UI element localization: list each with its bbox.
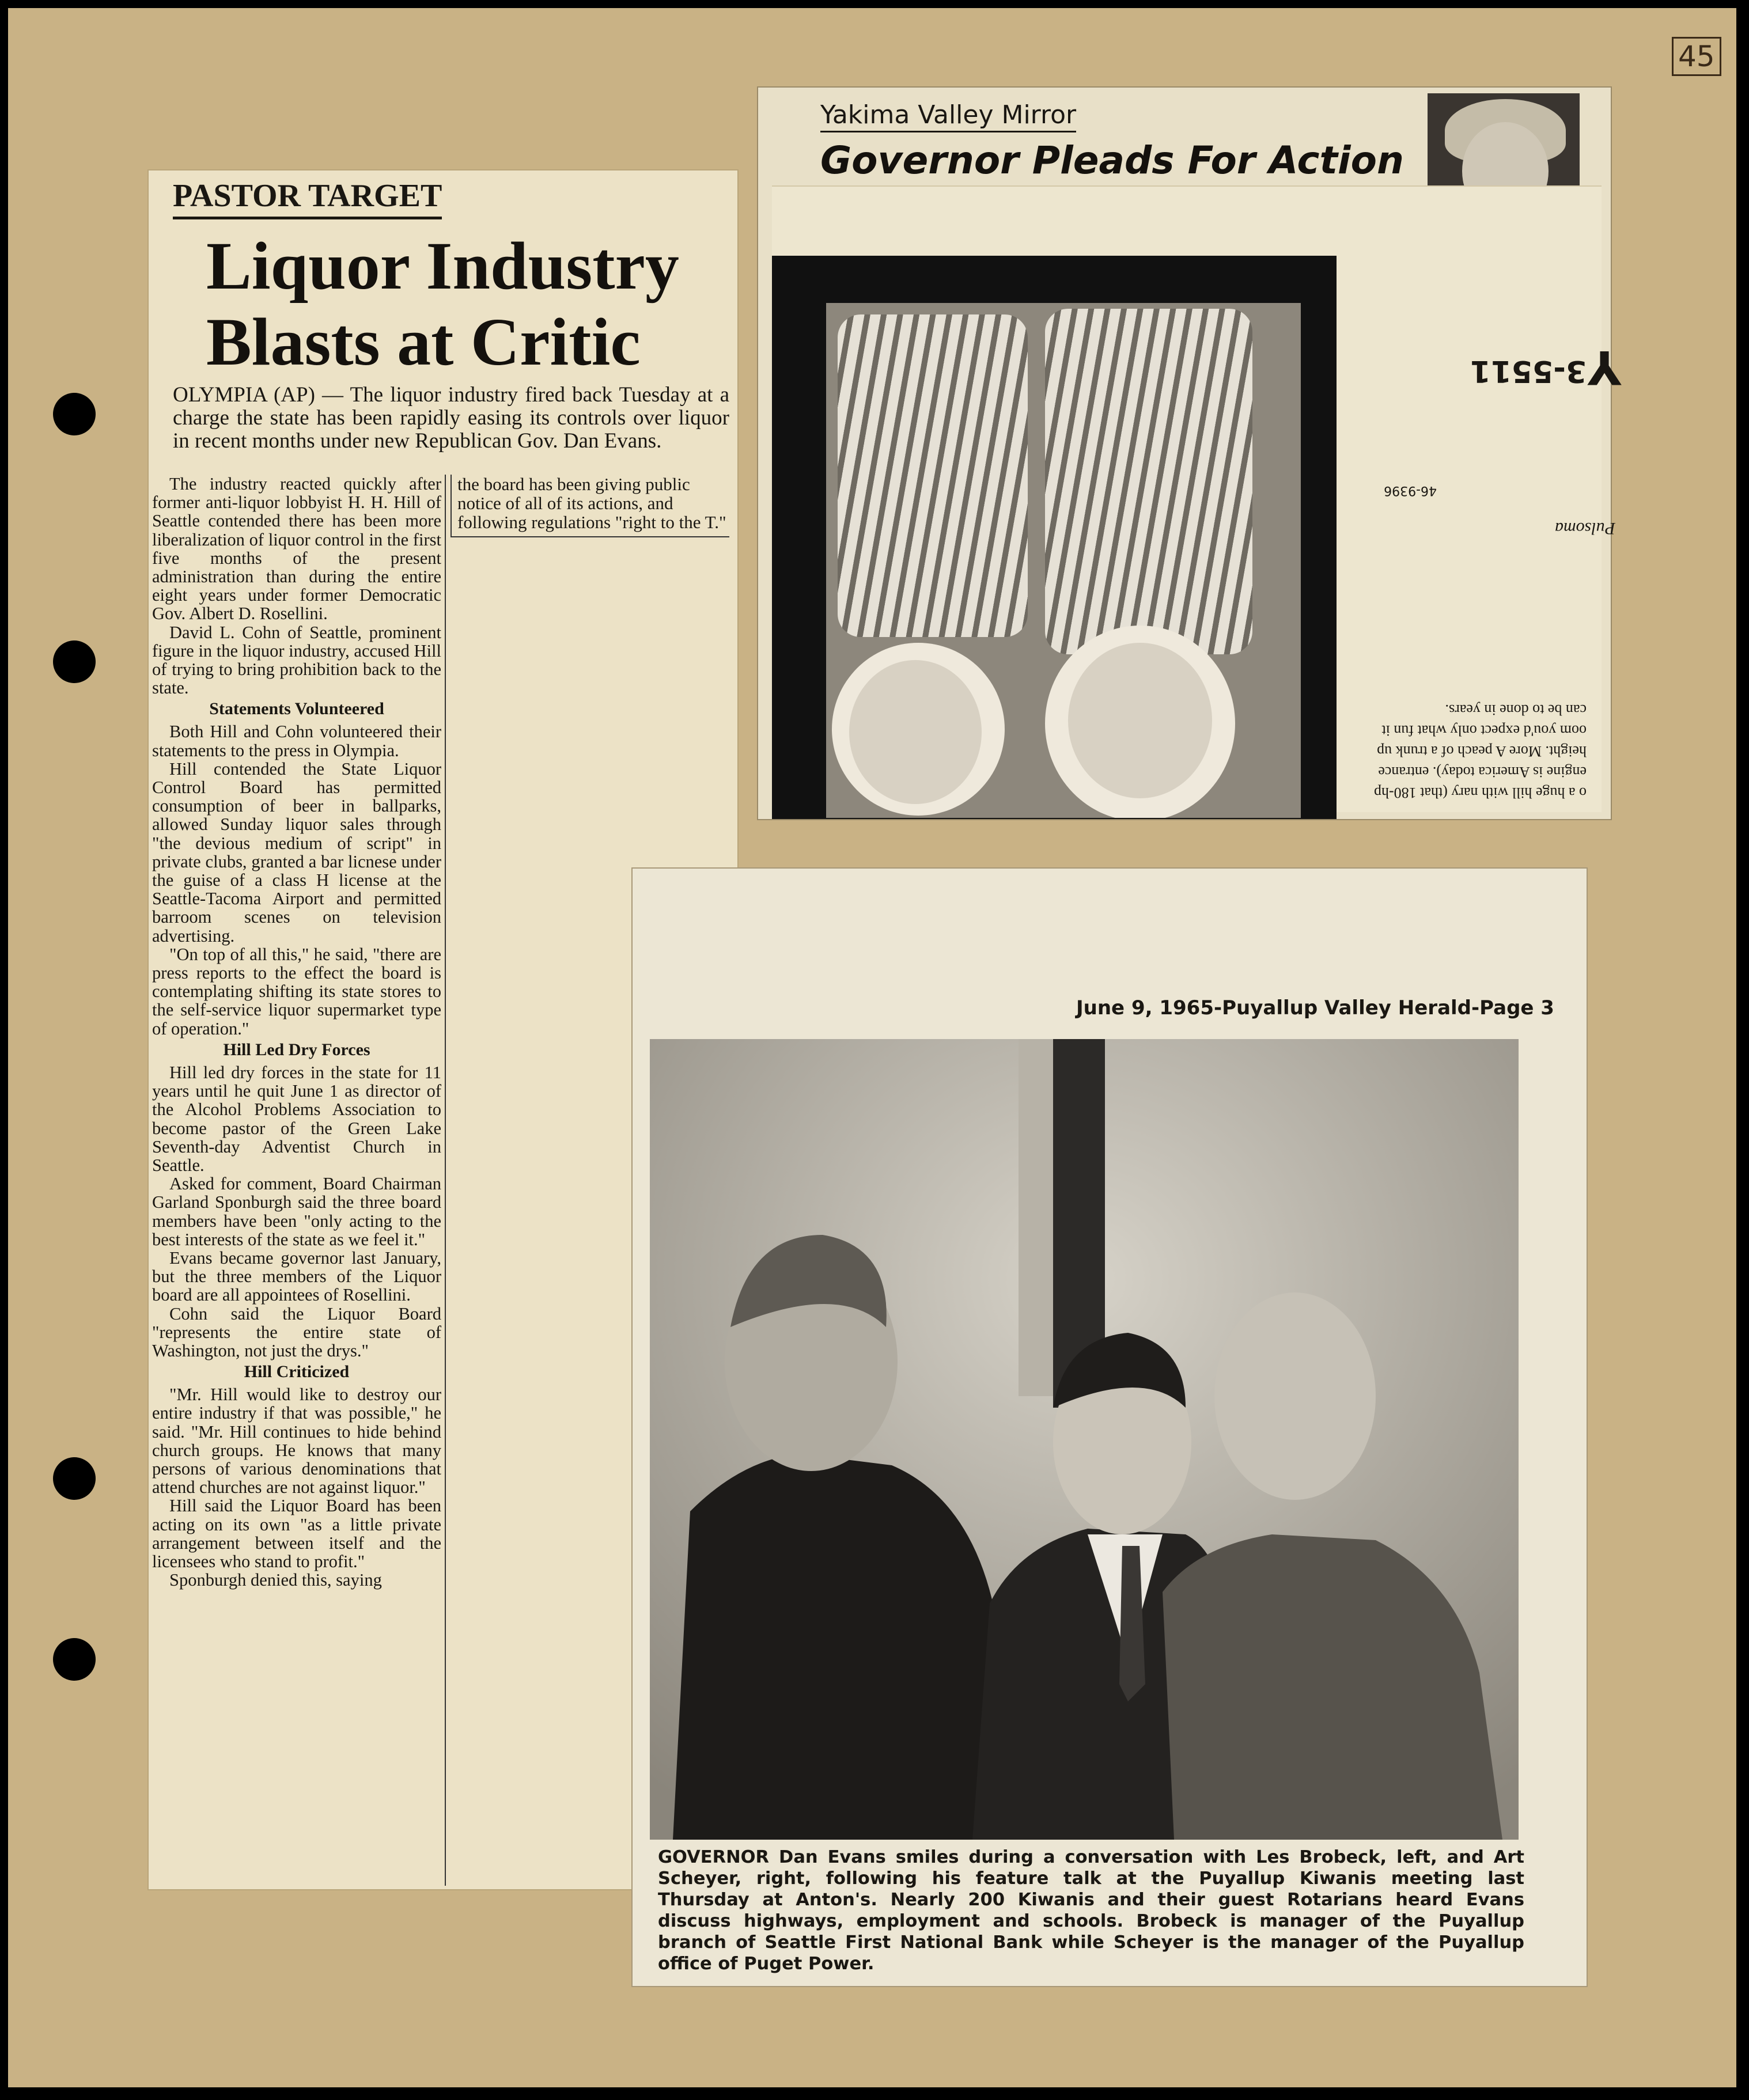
article-kicker: PASTOR TARGET bbox=[173, 177, 442, 219]
binder-hole bbox=[53, 393, 96, 435]
binder-hole bbox=[53, 640, 96, 683]
governor-photo bbox=[650, 1039, 1519, 1840]
upside-down-clipping bbox=[772, 185, 1621, 812]
portrait-photo bbox=[1428, 93, 1580, 197]
article-paragraph: Sponburgh denied this, saying bbox=[169, 1570, 382, 1590]
article-paragraph: Asked for comment, Board Chairman Garland Sponburgh said the three board members have been "only acting to the best interests of the state as we feel it." bbox=[152, 1174, 441, 1249]
article-lead: OLYMPIA (AP) — The liquor industry fired back Tuesday at a charge the state has been rapidly easing its controls over liquor in recent months under new Republican Gov. Dan Evans. bbox=[173, 383, 729, 453]
upside-down-ad bbox=[1353, 256, 1621, 809]
article-paragraph: Hill said the Liquor Board has been acting on its own "as a little private arrangement between itself and the licensees who stand to profit." bbox=[152, 1496, 441, 1571]
upside-small-phone: 46-9396 bbox=[1384, 483, 1437, 498]
article-paragraph: Evans became governor last January, but the three members of the Liquor board are all appointees of Rosellini. bbox=[152, 1248, 441, 1305]
article-subhead: Hill Led Dry Forces bbox=[223, 1040, 370, 1059]
page-number: 45 bbox=[1672, 37, 1721, 76]
binder-hole bbox=[53, 1638, 96, 1681]
yakima-clipping bbox=[758, 88, 1621, 819]
article-left-column bbox=[152, 475, 446, 1886]
article-paragraph: "Mr. Hill would like to destroy our entire industry if that was possible," he said. "Mr. Hill continues to hide behind church groups. He knows that many persons of various denominations that attend churches are not against liquor." bbox=[152, 1385, 441, 1498]
dateline: June 9, 1965-Puyallup Valley Herald-Page 3 bbox=[1076, 996, 1554, 1019]
article-right-column: the board has been giving public notice of all of its actions, and following regulations "right to the T." bbox=[450, 475, 729, 537]
article-paragraph: Hill led dry forces in the state for 11 years until he quit June 1 as director of the Alcohol Problems Association to become pastor of the Green Lake Seventh-day Adventist Church in Seattle. bbox=[152, 1062, 441, 1175]
photo-caption bbox=[658, 1847, 1524, 1974]
headline-line-2: Blasts at Critic bbox=[206, 304, 641, 380]
article-subhead: Statements Volunteered bbox=[209, 699, 384, 719]
upside-phone: 3-5511 bbox=[1470, 354, 1587, 388]
article-paragraph: Hill contended the State Liquor Control Board has permitted consumption of beer in ballparks, allowed Sunday liquor sales through "the devious medium of script" in private clubs, granted a bar licnese under the guise of a class H license at the Seattle-Tacoma Airport and permitted barroom scenes on television advertising. bbox=[152, 759, 441, 946]
newspaper-name: Yakima Valley Mirror bbox=[820, 100, 1076, 132]
yakima-headline: Governor Pleads For Action bbox=[820, 138, 1404, 183]
article-paragraph: David L. Cohn of Seattle, prominent figure in the liquor industry, accused Hill of trying to bring prohibition back to the state. bbox=[152, 622, 441, 698]
man-right-head bbox=[1214, 1292, 1376, 1500]
article-subhead: Hill Criticized bbox=[244, 1362, 350, 1382]
article-paragraph: "On top of all this," he said, "there are press reports to the effect the board is contemplating shifting its state stores to the self-service liquor supermarket type of operation." bbox=[152, 944, 441, 1038]
upside-ad-text: o a huge hill with nary (that 180-hp engine is America today). entrance height. More A peach of a trunk up oom you'd expect only what fun it can be to done in years. bbox=[1374, 702, 1587, 801]
headline-line-1: Liquor Industry bbox=[206, 228, 679, 304]
article-headline bbox=[206, 228, 725, 380]
article-paragraph: Cohn said the Liquor Board "represents the entire state of Washington, not just the drys." bbox=[152, 1303, 441, 1360]
caption-lead: GOVERNOR bbox=[658, 1847, 770, 1867]
binder-hole bbox=[53, 1457, 96, 1500]
girls-photo-frame bbox=[772, 256, 1337, 819]
upside-big-letter: Y bbox=[1588, 340, 1621, 394]
article-paragraph: The industry reacted quickly after former anti-liquor lobbyist H. H. Hill of Seattle contended there has been more liberalization of liquor control in the first five months of the present administration than during the entire eight years under former Democratic Gov. Albert D. Rosellini. bbox=[152, 474, 441, 624]
puyallup-clipping bbox=[633, 869, 1587, 1986]
two-girls-photo bbox=[826, 303, 1301, 818]
upside-brand: Pulsoma bbox=[1555, 519, 1615, 538]
photo-scene bbox=[650, 1039, 1519, 1840]
caption-text: Dan Evans smiles during a conversation with Les Brobeck, left, and Art Scheyer, right, following his feature talk at the Puyallup Kiwanis meeting last Thursday at Anton's. Nearly 200 Kiwanis and their guest Rotarians heard Evans discuss highways, employment and schools. Brobeck is manager of the Puyallup branch of Seattle First National Bank while Scheyer is the manager of the Puyallup office of Puget Power. bbox=[658, 1847, 1524, 1974]
flag-pole bbox=[1019, 1039, 1053, 1396]
article-paragraph: Both Hill and Cohn volunteered their statements to the press in Olympia. bbox=[152, 722, 441, 760]
